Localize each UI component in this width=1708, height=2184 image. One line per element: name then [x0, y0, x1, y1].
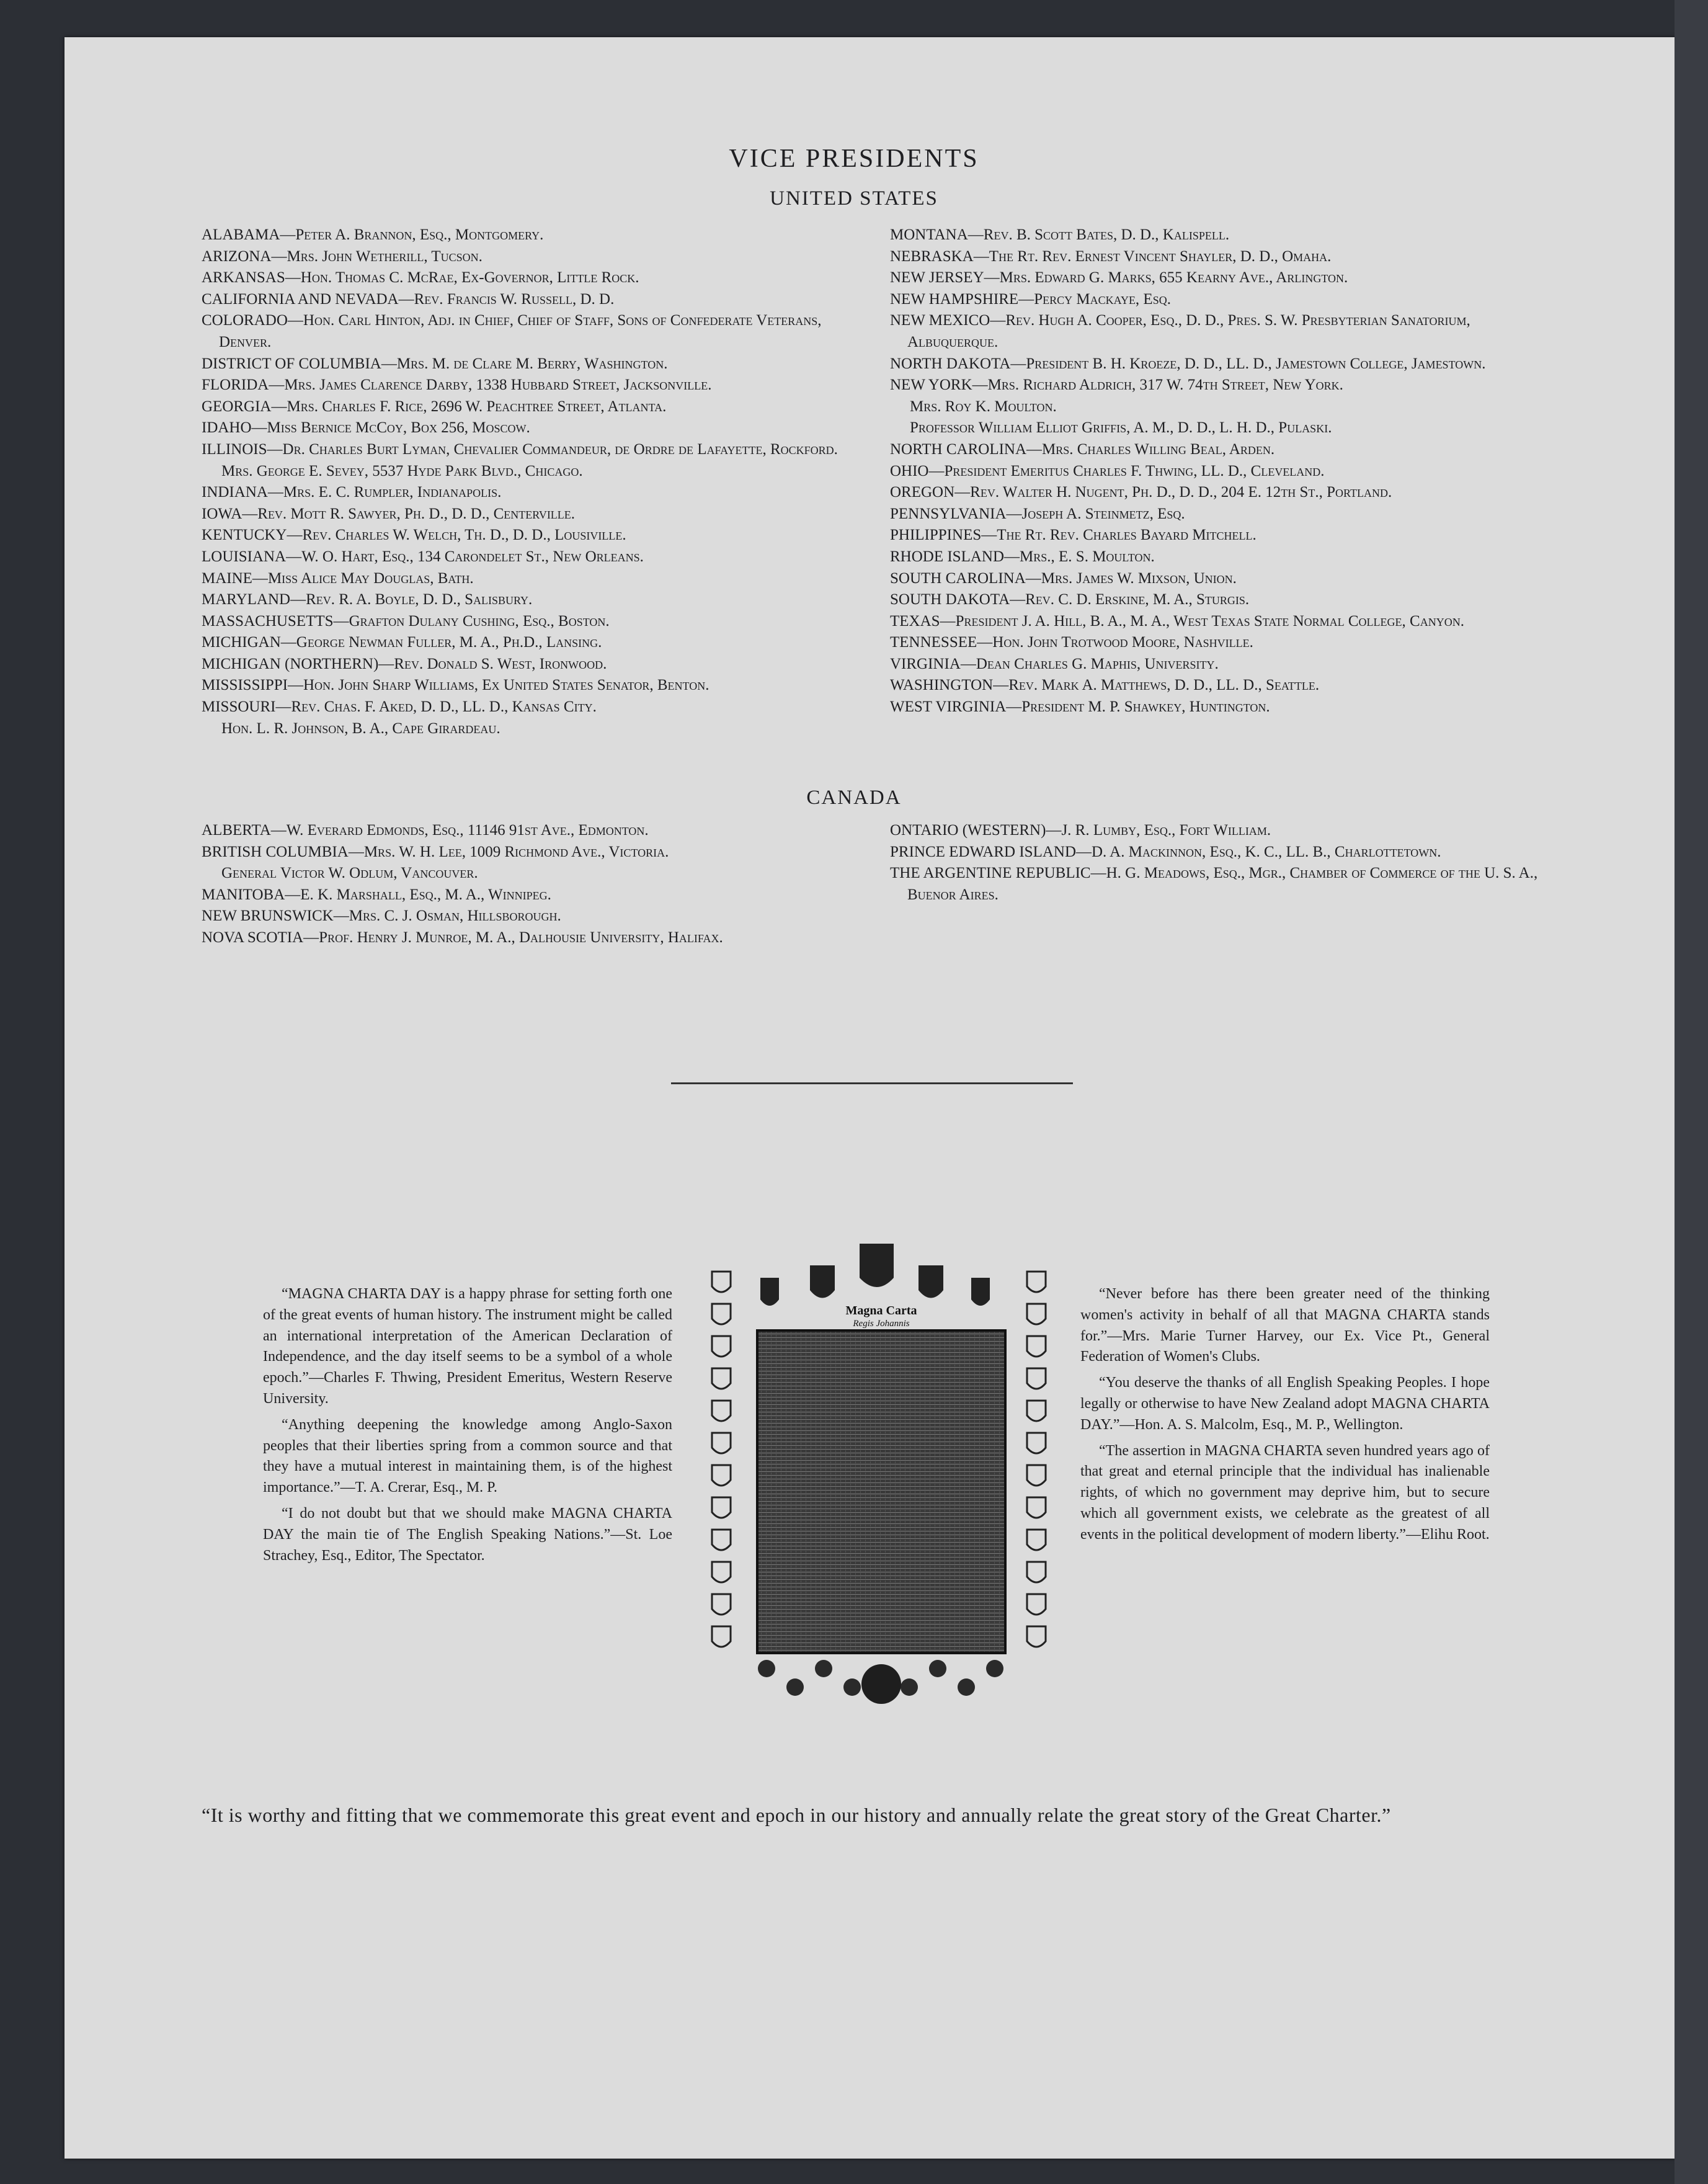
officer-name: Peter A. Brannon, Esq., Montgomery.	[295, 226, 544, 243]
seal-icon	[958, 1678, 975, 1696]
officer-name: Prof. Henry J. Munroe, M. A., Dalhousie University, Halifax.	[319, 929, 723, 946]
region-label: NEW MEXICO—	[890, 312, 1006, 329]
shield-icon	[712, 1465, 731, 1486]
officer-entry	[890, 310, 1547, 353]
shield-icon	[1027, 1336, 1046, 1357]
officer-name: Rev. Mark A. Matthews, D. D., LL. D., Seattle.	[1008, 677, 1320, 694]
officer-entry	[890, 504, 1547, 525]
officer-entry	[202, 354, 862, 375]
officer-entry	[202, 246, 862, 268]
officer-name: President Emeritus Charles F. Thwing, LL. D., Cleveland.	[944, 462, 1325, 479]
seal-icon	[929, 1660, 946, 1677]
region-label: THE ARGENTINE REPUBLIC—	[890, 865, 1106, 882]
officer-entry	[202, 396, 862, 418]
seal-icon	[901, 1678, 918, 1696]
officer-name: General Victor W. Odlum, Vancouver.	[221, 865, 478, 882]
shield-icon	[712, 1433, 731, 1453]
shield-icon	[712, 1626, 731, 1647]
officer-name: Rev. B. Scott Bates, D. D., Kalispell.	[983, 226, 1230, 243]
officer-entry	[202, 842, 862, 863]
closing-quote: “It is worthy and fitting that we commemorate this great event and epoch in our history and annually relate the great story of the Great Charter.”	[202, 1804, 1391, 1826]
region-label: BRITISH COLUMBIA—	[202, 843, 364, 860]
officer-name: Percy Mackaye, Esq.	[1034, 290, 1171, 308]
testimonial-quote: “Anything deepening the knowledge among Anglo-Saxon peoples that their liberties spring from a common source and that they have a mutual interest in maintaining them, is of the highest importance.”—T. A. Crerar, Esq., M. P.	[263, 1416, 672, 1496]
officer-entry	[202, 310, 862, 353]
region-label: TENNESSEE—	[890, 634, 993, 651]
region-label: MICHIGAN—	[202, 634, 296, 651]
shield-icon	[712, 1401, 731, 1421]
officer-entry	[202, 611, 862, 633]
officer-name: E. K. Marshall, Esq., M. A., Winnipeg.	[300, 886, 551, 903]
officer-name: Mrs., E. S. Moulton.	[1020, 548, 1155, 565]
region-label: MONTANA—	[890, 226, 984, 243]
officer-entry	[890, 820, 1547, 842]
officer-name: The Rt. Rev. Charles Bayard Mitchell.	[997, 527, 1257, 544]
region-label: ARIZONA—	[202, 247, 287, 265]
shield-icon	[712, 1530, 731, 1550]
shield-icon	[712, 1562, 731, 1582]
officer-entry	[202, 504, 862, 525]
right-quotes-column	[1080, 1284, 1490, 1551]
shield-icon	[712, 1336, 731, 1357]
region-label: WEST VIRGINIA—	[890, 698, 1022, 716]
officer-name: George Newman Fuller, M. A., Ph.D., Lansing.	[296, 634, 602, 651]
region-label: VIRGINIA—	[890, 655, 976, 672]
shield-icon	[712, 1497, 731, 1518]
officer-name: Rev. C. D. Erskine, M. A., Sturgis.	[1025, 591, 1250, 608]
region-label: MARYLAND—	[202, 591, 306, 608]
officer-entry	[890, 697, 1547, 718]
officer-entry	[202, 482, 862, 504]
officer-name: Grafton Dulany Cushing, Esq., Boston.	[349, 612, 610, 630]
officer-entry	[890, 461, 1547, 483]
charter-caption: Magna Carta	[845, 1304, 917, 1317]
region-label: NEW BRUNSWICK—	[202, 907, 349, 925]
officer-name: Joseph A. Steinmetz, Esq.	[1021, 505, 1185, 522]
region-label: ARKANSAS—	[202, 269, 301, 287]
region-label: PHILIPPINES—	[890, 527, 997, 544]
left-quotes-column	[263, 1284, 672, 1571]
officer-name: Mrs. James W. Mixson, Union.	[1041, 569, 1237, 587]
officer-name: Hon. John Trotwood Moore, Nashville.	[992, 634, 1253, 651]
officer-name: The Rt. Rev. Ernest Vincent Shayler, D. D., Omaha.	[989, 247, 1332, 265]
shield-icon	[712, 1272, 731, 1292]
officer-entry	[202, 439, 862, 461]
region-label: LOUISIANA—	[202, 548, 302, 565]
region-label: MANITOBA—	[202, 886, 301, 903]
shield-icon	[1027, 1401, 1046, 1421]
officer-name: Hon. Carl Hinton, Adj. in Chief, Chief of Staff, Sons of Confederate Veterans, Denver.	[219, 312, 822, 350]
officer-entry	[890, 267, 1547, 289]
officer-entry	[890, 354, 1547, 375]
officer-name: President M. P. Shawkey, Huntington.	[1021, 698, 1270, 716]
officer-name: Mrs. Richard Aldrich, 317 W. 74th Street, New York.	[987, 377, 1343, 394]
officer-entry	[202, 863, 862, 885]
officer-entry	[890, 675, 1547, 697]
testimonial-quote: “Never before has there been greater need of the thinking women's activity in behalf of all that MAGNA CHARTA stands for.”—Mrs. Marie Turner Harvey, our Ex. Vice Pt., General Federation of Women's Clubs.	[1080, 1286, 1490, 1365]
officer-entry	[202, 225, 862, 246]
shield-icon	[1027, 1497, 1046, 1518]
us-left-column	[202, 225, 862, 739]
region-label: SOUTH CAROLINA—	[890, 569, 1041, 587]
officer-name: Mrs. Charles Willing Beal, Arden.	[1042, 440, 1275, 458]
region-label: RHODE ISLAND—	[890, 548, 1020, 565]
officer-entry	[890, 525, 1547, 546]
testimonial-quote: “I do not doubt but that we should make MAGNA CHARTA DAY the main tie of The English Speaking Nations.”—St. Loe Strachey, Esq., Editor, The Spectator.	[263, 1505, 672, 1564]
region-label: MISSOURI—	[202, 698, 291, 716]
officer-name: Mrs. Edward G. Marks, 655 Kearny Ave., Arlington.	[999, 269, 1348, 287]
officer-entry	[202, 885, 862, 906]
officer-entry	[202, 927, 862, 949]
officer-name: Rev. R. A. Boyle, D. D., Salisbury.	[306, 591, 533, 608]
officer-name: Dean Charles G. Maphis, University.	[976, 655, 1219, 672]
officer-entry	[890, 289, 1547, 311]
officer-entry	[202, 675, 862, 697]
region-label: IDAHO—	[202, 419, 267, 437]
region-label: NORTH CAROLINA—	[890, 440, 1043, 458]
officer-name: Mrs. John Wetherill, Tucson.	[287, 247, 483, 265]
officer-name: Mrs. Charles F. Rice, 2696 W. Peachtree Street, Atlanta.	[287, 398, 667, 415]
officer-entry	[202, 375, 862, 396]
shield-icon	[1027, 1433, 1046, 1453]
region-label: ALBERTA—	[202, 822, 287, 839]
region-label: PENNSYLVANIA—	[890, 505, 1022, 522]
testimonial-quote: “You deserve the thanks of all English Speaking Peoples. I hope legally or otherwise to have New Zealand adopt MAGNA CHARTA DAY.”—Hon. A. S. Malcolm, Esq., M. P., Wellington.	[1080, 1375, 1490, 1433]
officer-entry	[890, 417, 1547, 439]
region-label: ALABAMA—	[202, 226, 296, 243]
officer-entry	[202, 461, 862, 483]
section-heading-united-states: UNITED STATES	[770, 187, 938, 210]
officer-name: President J. A. Hill, B. A., M. A., West Texas State Normal College, Canyon.	[955, 612, 1464, 630]
officer-entry	[202, 267, 862, 289]
officer-name: Hon. L. R. Johnson, B. A., Cape Girardeau.	[221, 720, 500, 737]
region-label: MICHIGAN (NORTHERN)—	[202, 655, 394, 672]
officer-name: Mrs. C. J. Osman, Hillsborough.	[349, 907, 561, 925]
officer-name: Rev. Hugh A. Cooper, Esq., D. D., Pres. S. W. Presbyterian Sanatorium, Albuquerque.	[907, 312, 1470, 350]
officer-name: Rev. Mott R. Sawyer, Ph. D., D. D., Centerville.	[257, 505, 576, 522]
region-label: NEW HAMPSHIRE—	[890, 290, 1034, 308]
seal-icon	[786, 1678, 804, 1696]
officer-name: Rev. Donald S. West, Ironwood.	[394, 655, 607, 672]
officer-entry	[202, 820, 862, 842]
shield-icon	[1027, 1594, 1046, 1615]
officer-entry	[890, 611, 1547, 633]
region-label: CALIFORNIA AND NEVADA—	[202, 290, 414, 308]
officer-entry	[890, 863, 1547, 906]
officer-entry	[890, 246, 1547, 268]
testimonial-quote: “MAGNA CHARTA DAY is a happy phrase for setting forth one of the great events of human history. The instrument might be called an international interpretation of the American Declaration of Independence, and the day itself seems to be a symbol of a whole epoch.”—Charles F. Thwing, President Emeritus, Western Reserve University.	[263, 1286, 672, 1407]
region-label: OHIO—	[890, 462, 945, 479]
top-crests	[760, 1244, 990, 1306]
officer-name: Rev. Charles W. Welch, Th. D., D. D., Lousiville.	[302, 527, 626, 544]
shield-icon	[712, 1368, 731, 1389]
region-label: KENTUCKY—	[202, 527, 303, 544]
officer-name: Mrs. James Clarence Darby, 1338 Hubbard Street, Jacksonville.	[284, 377, 712, 394]
officer-name: Miss Alice May Douglas, Bath.	[267, 569, 474, 587]
officer-entry	[890, 439, 1547, 461]
section-heading-canada: CANADA	[806, 787, 902, 809]
officer-entry	[890, 842, 1547, 863]
officer-entry	[890, 546, 1547, 568]
officer-entry	[890, 225, 1547, 246]
officer-entry	[890, 632, 1547, 654]
shield-icon	[712, 1594, 731, 1615]
officer-name: President B. H. Kroeze, D. D., LL. D., Jamestown College, Jamestown.	[1026, 355, 1486, 372]
officer-name: Rev. Walter H. Nugent, Ph. D., D. D., 204 E. 12th St., Portland.	[970, 484, 1392, 501]
officer-entry	[890, 482, 1547, 504]
region-label: WASHINGTON—	[890, 677, 1009, 694]
officer-entry	[202, 654, 862, 675]
officer-name: W. Everard Edmonds, Esq., 11146 91st Ave., Edmonton.	[286, 822, 649, 839]
officer-entry	[202, 568, 862, 590]
officer-entry	[890, 589, 1547, 611]
canada-right-column	[890, 820, 1547, 906]
divider-rule	[671, 1082, 1073, 1084]
seal-icon	[815, 1660, 832, 1677]
shield-icon	[1027, 1562, 1046, 1582]
officer-entry	[202, 289, 862, 311]
shield-icon	[1027, 1368, 1046, 1389]
officer-entry	[202, 632, 862, 654]
shield-icon	[1027, 1626, 1046, 1647]
officer-name: Mrs. M. de Clare M. Berry, Washington.	[396, 355, 668, 372]
region-label: ILLINOIS—	[202, 440, 283, 458]
region-label: COLORADO—	[202, 312, 303, 329]
officer-entry	[202, 697, 862, 718]
officer-name: Rev. Chas. F. Aked, D. D., LL. D., Kansas City.	[291, 698, 597, 716]
region-label: NEW JERSEY—	[890, 269, 1000, 287]
officer-entry	[890, 375, 1547, 396]
officer-entry	[202, 718, 862, 740]
region-label: IOWA—	[202, 505, 258, 522]
canada-left-column	[202, 820, 862, 949]
officer-entry	[202, 525, 862, 546]
officer-name: Mrs. W. H. Lee, 1009 Richmond Ave., Victoria.	[363, 843, 669, 860]
officer-name: W. O. Hart, Esq., 134 Carondelet St., New Orleans.	[301, 548, 644, 565]
officer-name: Dr. Charles Burt Lyman, Chevalier Commandeur, de Ordre de Lafayette, Rockford.	[282, 440, 838, 458]
region-label: GEORGIA—	[202, 398, 287, 415]
page-title: VICE PRESIDENTS	[729, 145, 979, 173]
seal-icon	[758, 1660, 775, 1677]
officer-entry	[890, 654, 1547, 675]
region-label: NEW YORK—	[890, 377, 988, 394]
us-right-column	[890, 225, 1547, 718]
charter-subcaption: Regis Johannis	[853, 1319, 910, 1329]
officer-name: Mrs. Roy K. Moulton.	[910, 398, 1057, 415]
region-label: MISSISSIPPI—	[202, 677, 303, 694]
region-label: OREGON—	[890, 484, 971, 501]
officer-name: Mrs. E. C. Rumpler, Indianapolis.	[283, 484, 502, 501]
officer-entry	[202, 906, 862, 927]
region-label: SOUTH DAKOTA—	[890, 591, 1026, 608]
region-label: NORTH DAKOTA—	[890, 355, 1026, 372]
region-label: INDIANA—	[202, 484, 283, 501]
region-label: FLORIDA—	[202, 377, 285, 394]
shield-icon	[1027, 1530, 1046, 1550]
officer-name: Miss Bernice McCoy, Box 256, Moscow.	[267, 419, 530, 437]
officer-entry	[202, 546, 862, 568]
officer-name: D. A. Mackinnon, Esq., K. C., LL. B., Charlottetown.	[1092, 843, 1441, 860]
seal-icon	[843, 1678, 861, 1696]
officer-entry	[890, 396, 1547, 418]
officer-name: Rev. Francis W. Russell, D. D.	[414, 290, 615, 308]
officer-name: Hon. John Sharp Williams, Ex United States Senator, Benton.	[303, 677, 709, 694]
region-label: MASSACHUSETTS—	[202, 612, 349, 630]
region-label: NOVA SCOTIA—	[202, 929, 319, 946]
officer-name: J. R. Lumby, Esq., Fort William.	[1061, 822, 1271, 839]
region-label: DISTRICT OF COLUMBIA—	[202, 355, 397, 372]
page-edge	[1675, 0, 1708, 2184]
charter-text-block	[757, 1330, 1005, 1653]
region-label: TEXAS—	[890, 612, 956, 630]
shield-icon	[1027, 1304, 1046, 1324]
region-label: ONTARIO (WESTERN)—	[890, 822, 1062, 839]
officer-name: Hon. Thomas C. McRae, Ex-Governor, Little Rock.	[300, 269, 639, 287]
magna-charta-image	[705, 1234, 1058, 1731]
testimonial-quote: “The assertion in MAGNA CHARTA seven hundred years ago of that great and eternal principle that the individual has inalienable rights, of which no government may deprive him, but to secure which all government exists, we celebrate as the greatest of all events in the political development of modern liberty.”—Elihu Root.	[1080, 1442, 1490, 1543]
shield-icon	[1027, 1272, 1046, 1292]
shield-icon	[1027, 1465, 1046, 1486]
seal-icon	[986, 1660, 1003, 1677]
officer-entry	[890, 568, 1547, 590]
officer-entry	[202, 417, 862, 439]
officer-name: H. G. Meadows, Esq., Mgr., Chamber of Commerce of the U. S. A., Buenor Aires.	[907, 865, 1538, 903]
region-label: MAINE—	[202, 569, 268, 587]
region-label: PRINCE EDWARD ISLAND—	[890, 843, 1092, 860]
region-label: NEBRASKA—	[890, 247, 989, 265]
shield-icon	[712, 1304, 731, 1324]
officer-entry	[202, 589, 862, 611]
officer-name: Mrs. George E. Sevey, 5537 Hyde Park Blvd., Chicago.	[221, 462, 583, 479]
officer-name: Professor William Elliot Griffis, A. M., D. D., L. H. D., Pulaski.	[910, 419, 1332, 437]
